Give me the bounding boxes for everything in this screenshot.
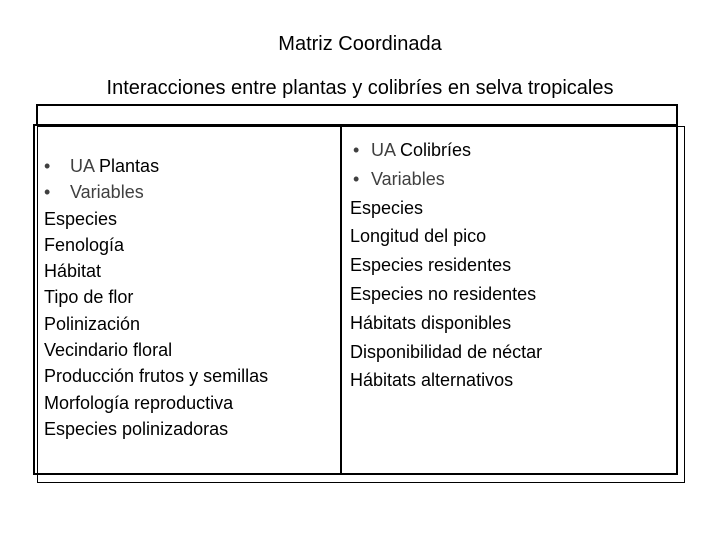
right-item: Disponibilidad de néctar	[350, 341, 543, 362]
right-item: Especies	[350, 197, 424, 218]
left-item: Hábitat	[44, 261, 102, 282]
header-rule	[36, 104, 678, 125]
bullet-glyph: •	[44, 182, 51, 203]
page-title: Matriz Coordinada	[278, 33, 442, 55]
page-subtitle: Interacciones entre plantas y colibríes en selva tropicales	[106, 77, 614, 99]
left-item: Especies	[44, 208, 118, 229]
bullet-glyph: •	[353, 140, 360, 160]
left-item: Producción frutos y semillas	[44, 366, 269, 387]
left-ua-label: UA	[70, 156, 95, 176]
left-item: Morfología reproductiva	[44, 392, 234, 413]
left-ua-text: Plantas	[99, 156, 160, 176]
column-divider	[340, 124, 342, 475]
left-bullet-variables	[44, 179, 268, 205]
right-ua-text: Colibríes	[400, 140, 472, 160]
left-variables-label: Variables	[70, 182, 144, 203]
right-bullet-ua	[350, 136, 542, 165]
right-variables-label: Variables	[371, 168, 445, 189]
right-item: Hábitats alternativos	[350, 370, 514, 391]
left-bullet-ua	[44, 153, 268, 179]
bullet-glyph: •	[353, 168, 360, 189]
right-item: Longitud del pico	[350, 226, 487, 247]
left-item: Especies polinizadoras	[44, 418, 229, 439]
right-column-hummingbirds	[350, 136, 542, 395]
right-item: Especies no residentes	[350, 283, 537, 304]
left-item: Fenología	[44, 234, 125, 255]
left-item: Polinización	[44, 313, 141, 334]
left-column-plants	[44, 153, 268, 442]
right-item: Hábitats disponibles	[350, 312, 512, 333]
right-ua-label: UA	[371, 140, 396, 160]
left-item: Tipo de flor	[44, 287, 134, 308]
right-bullet-variables	[350, 165, 542, 194]
left-item: Vecindario floral	[44, 340, 173, 361]
right-item: Especies residentes	[350, 255, 512, 276]
bullet-glyph: •	[44, 156, 51, 176]
